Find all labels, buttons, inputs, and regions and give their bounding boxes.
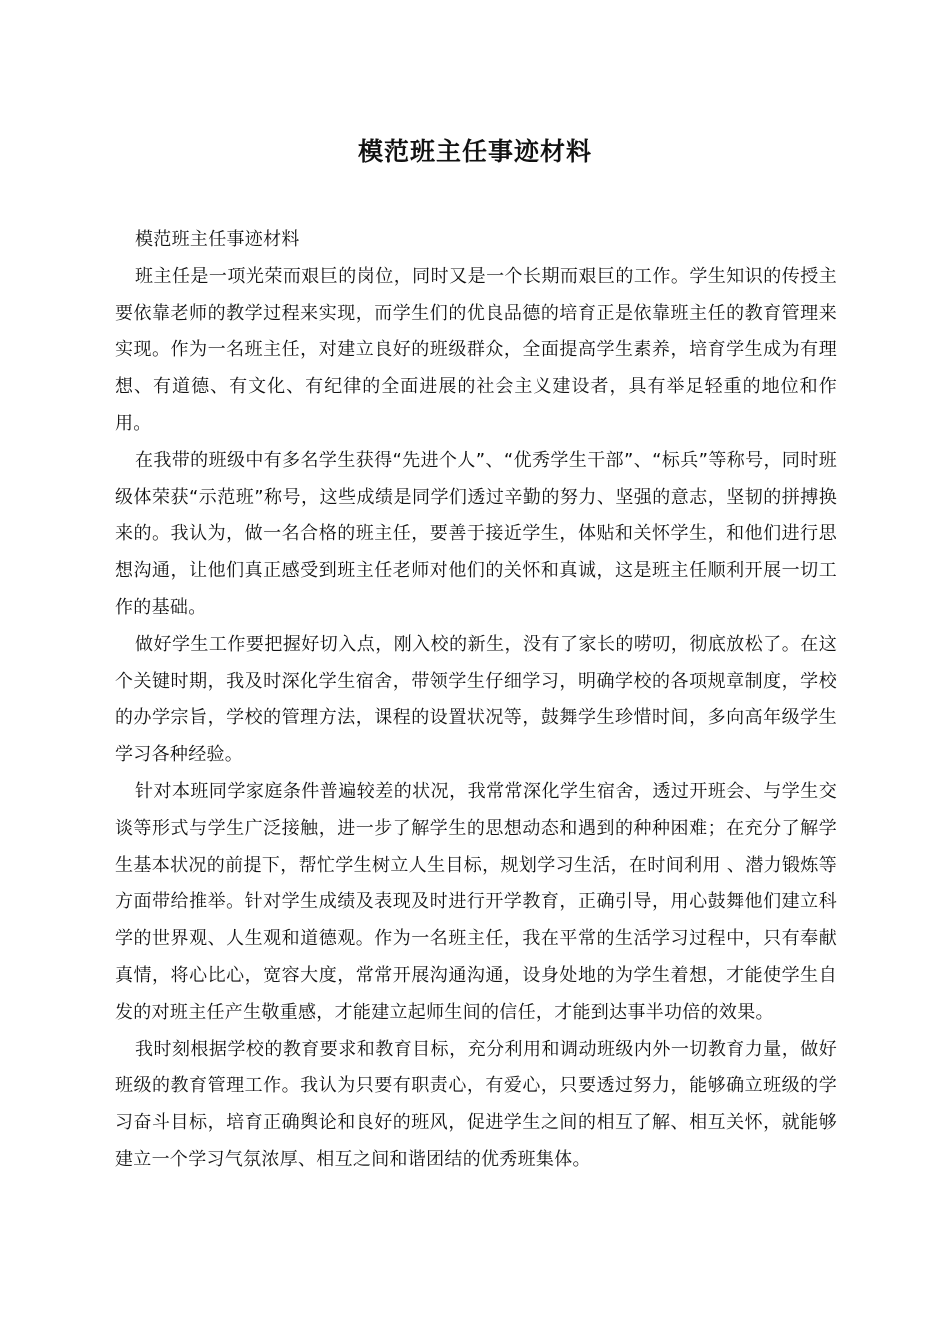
subtitle-paragraph: 模范班主任事迹材料 xyxy=(135,229,300,250)
body-paragraph: 我时刻根据学校的教育要求和教育目标，充分利用和调动班级内外一切教育力量，做好班级的教育管理工作。我认为只要有职责心，有爱心，只要透过努力，能够确立班级的学习奋斗目标，培育正确舆论和良好的班风，促进学生之间的相互了解、相互关怀，就能够建立一个学习气氛浓厚、相互之间和谐团结的优秀班集体。 xyxy=(115,1038,837,1170)
body-paragraph: 做好学生工作要把握好切入点，刚入校的新生，没有了家长的唠叨，彻底放松了。在这个关键时期，我及时深化学生宿舍，带领学生仔细学习，明确学校的各项规章制度，学校的办学宗旨，学校的管理方法，课程的设置状况等，鼓舞学生珍惜时间，多向高年级学生学习各种经验。 xyxy=(115,633,837,766)
document-title: 模范班主任事迹材料 xyxy=(357,137,592,166)
document-body xyxy=(115,222,837,1179)
body-paragraph: 在我带的班级中有多名学生获得“先进个人”、“优秀学生干部”、“标兵”等称号，同时班级体荣获“示范班”称号，这些成绩是同学们透过辛勤的努力、坚强的意志，坚韧的拼搏换来的。我认为，做一名合格的班主任，要善于接近学生，体贴和关怀学生，和他们进行思想沟通，让他们真正感受到班主任老师对他们的关怀和真诚，这是班主任顺利开展一切工作的基础。 xyxy=(115,449,837,618)
body-paragraph: 针对本班同学家庭条件普遍较差的状况，我常常深化学生宿舍，透过开班会、与学生交谈等形式与学生广泛接触，进一步了解学生的思想动态和遇到的种种困难；在充分了解学生基本状况的前提下，帮忙学生树立人生目标，规划学习生活，在时间利用 、潜力锻炼等方面带给推举。针对学生成绩及表现及时进行开学教育，正确引导，用心鼓舞他们建立科学的世界观、人生观和道德观。作为一名班主任，我在平常的生活学习过程中，只有奉献真情，将心比心，宽容大度，常常开展沟通沟通，设身处地的为学生着想，才能使学生自发的对班主任产生敬重感，才能建立起师生间的信任，才能到达事半功倍的效果。 xyxy=(115,780,837,1023)
body-paragraph: 班主任是一项光荣而艰巨的岗位，同时又是一个长期而艰巨的工作。学生知识的传授主要依靠老师的教学过程来实现，而学生们的优良品德的培育正是依靠班主任的教育管理来实现。作为一名班主任，对建立良好的班级群众，全面提高学生素养，培育学生成为有理想、有道德、有文化、有纪律的全面进展的社会主义建设者，具有举足轻重的地位和作用。 xyxy=(115,265,837,434)
